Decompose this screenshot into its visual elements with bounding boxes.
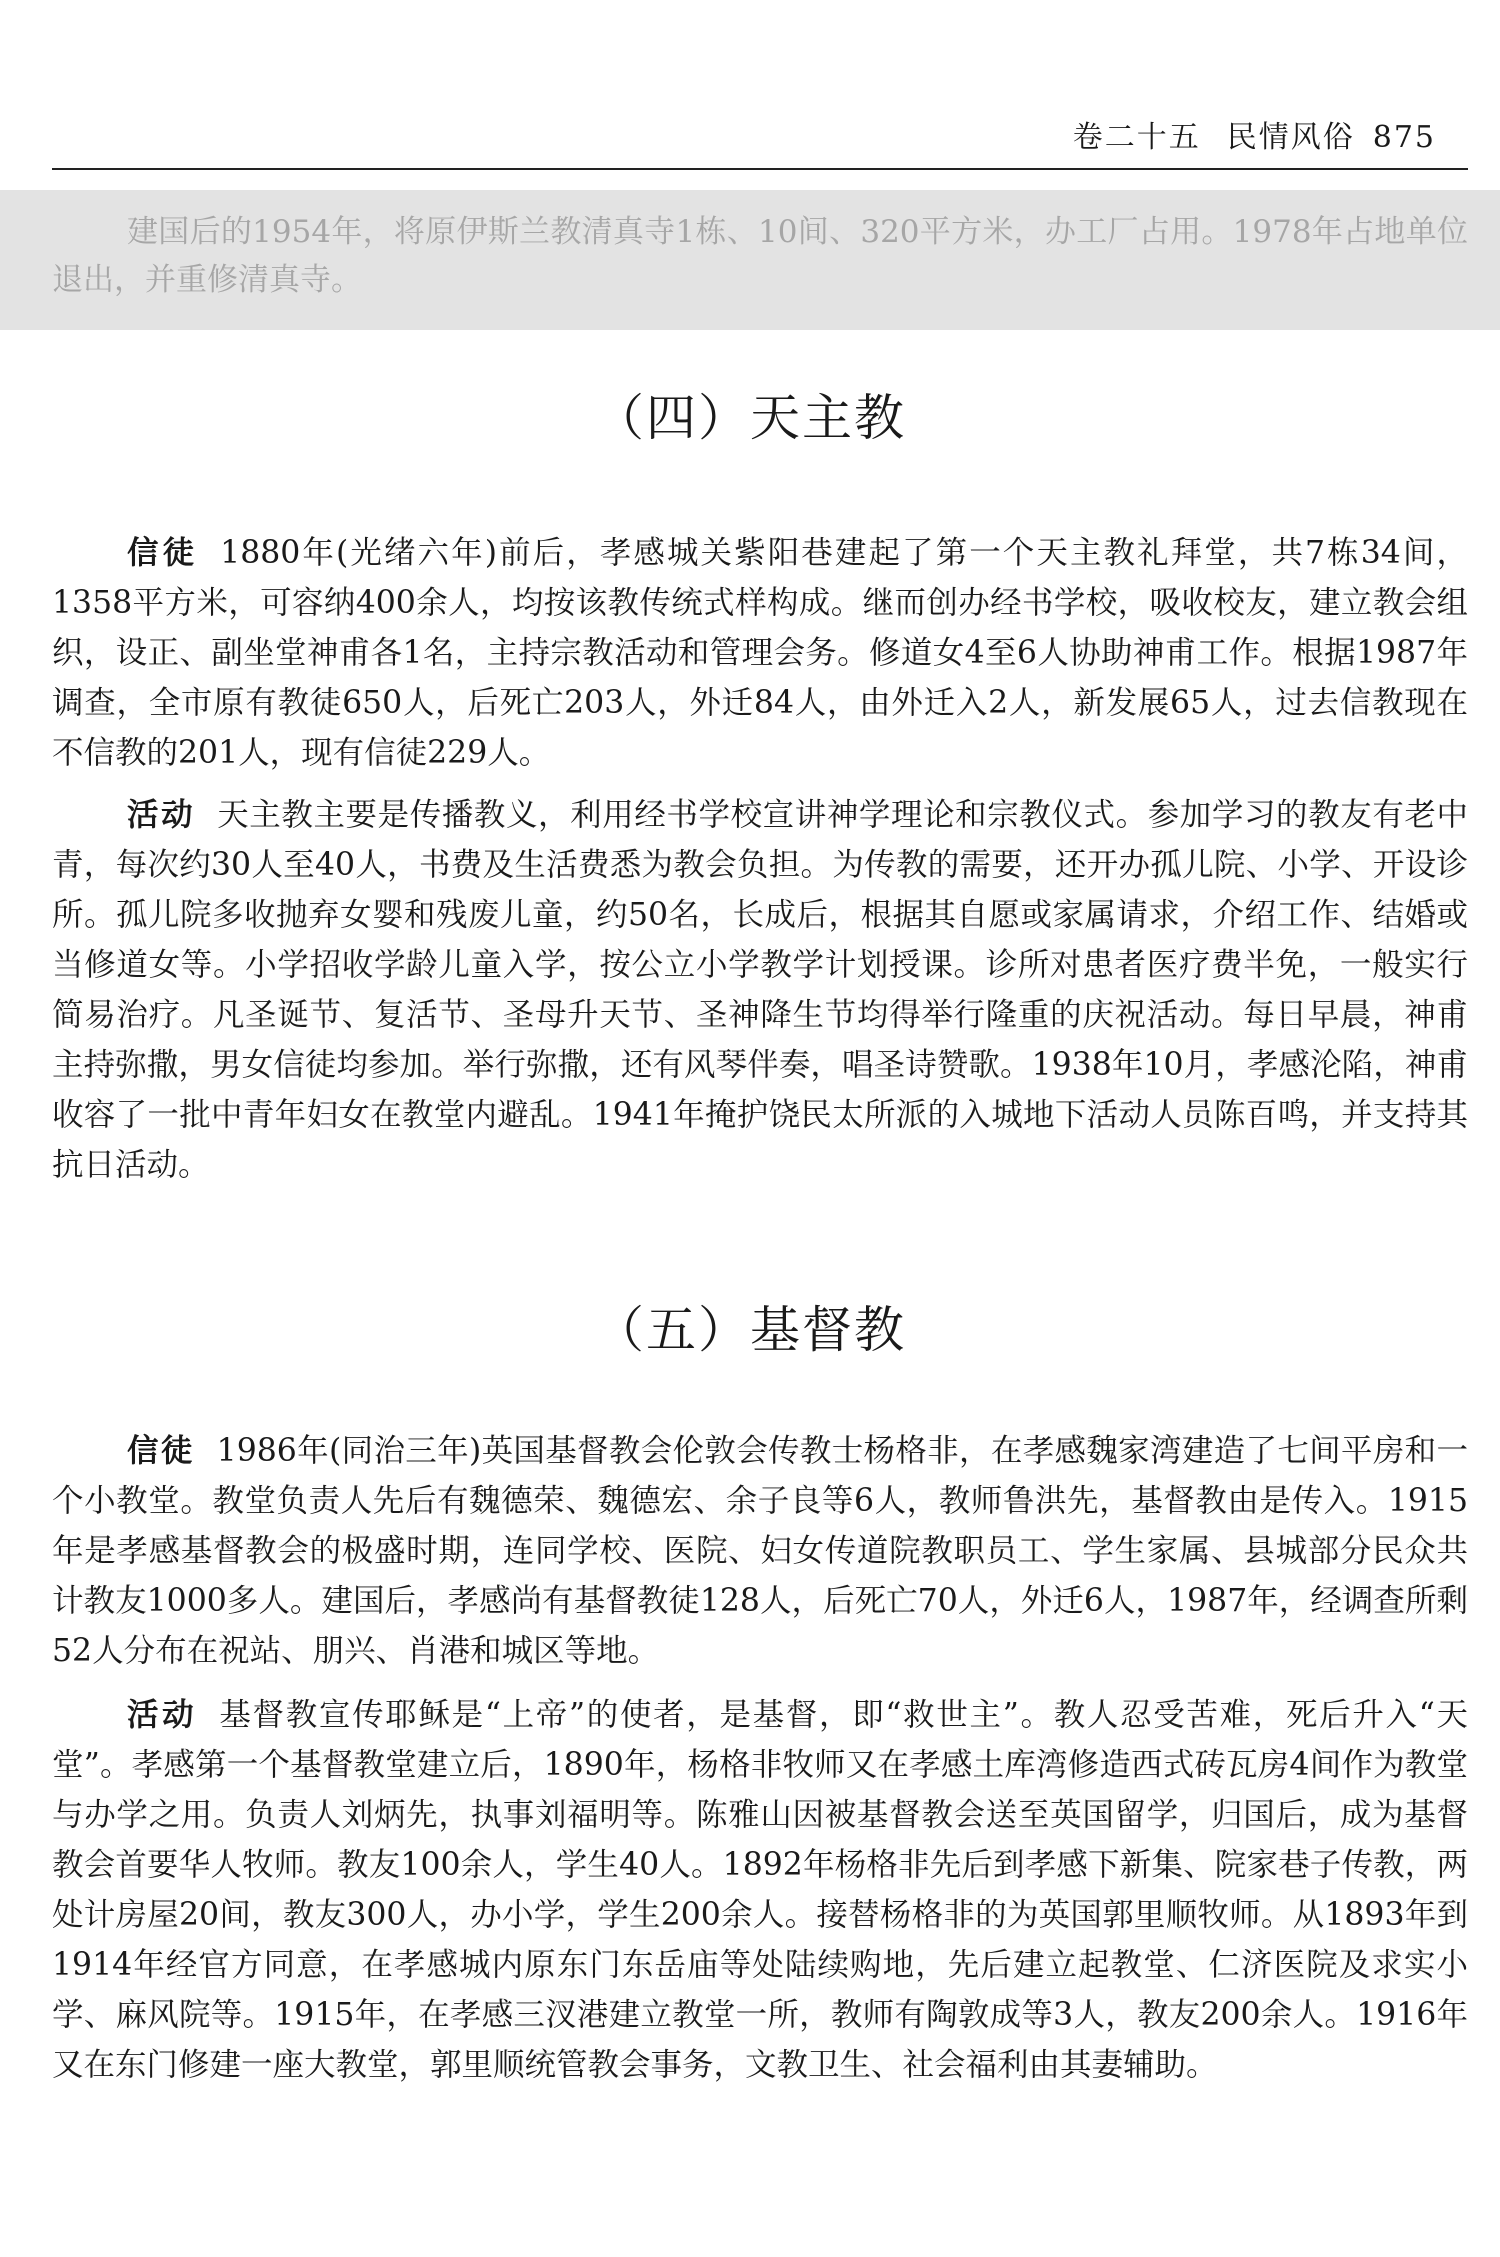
running-header: [0, 0, 1500, 190]
section-title-catholic: （四）天主教: [594, 389, 906, 447]
catholic-activities-lead: 活动: [127, 797, 196, 833]
continued-paragraph-band: [0, 190, 1500, 330]
header-text: [1073, 112, 1436, 156]
header-rule: [52, 168, 1468, 170]
protestant-activities-text: 基督教宣传耶稣是“上帝”的使者，是基督，即“救世主”。教人忍受苦难，死后升入“天堂”。孝感第一个基督教堂建立后，1890年，杨格非牧师又在孝感土库湾修造西式砖瓦房4间作为教堂与办学之用。负责人刘炳先，执事刘福明等。陈雅山因被基督教会送至英国留学，归国后，成为基督教会首要华人牧师。教友100余人，学生40人。1892年杨格非先后到孝感下新集、院家巷子传教，两处计房屋20间，教友300人，办小学，学生200余人。接替杨格非的为英国郭里顺牧师。从1893年到1914年经官方同意，在孝感城内原东门东岳庙等处陆续购地，先后建立起教堂、仁济医院及求实小学、麻风院等。1915年，在孝感三汊港建立教堂一所，教师有陶敦成等3人，教友200余人。1916年又在东门修建一座大教堂，郭里顺统管教会事务，文教卫生、社会福利由其妻辅助。: [52, 1697, 1468, 2083]
protestant-activities-paragraph: [52, 1690, 1468, 2090]
protestant-believers-text: 1986年(同治三年)英国基督教会伦敦会传教士杨格非，在孝感魏家湾建造了七间平房和一个小教堂。教堂负责人先后有魏德荣、魏德宏、余子良等6人，教师鲁洪先，基督教由是传入。1915年是孝感基督教会的极盛时期，连同学校、医院、妇女传道院教职员工、学生家属、县城部分民众共计教友1000多人。建国后，孝感尚有基督教徒128人，后死亡70人，外迁6人，1987年，经调查所剩52人分布在祝站、朋兴、肖港和城区等地。: [52, 1433, 1468, 1669]
section-title-protestant: （五）基督教: [594, 1301, 906, 1359]
protestant-activities-lead: 活动: [127, 1697, 198, 1733]
continued-paragraph: 建国后的1954年，将原伊斯兰教清真寺1栋、10间、320平方米，办工厂占用。1978年占地单位退出，并重修清真寺。: [52, 214, 1468, 298]
protestant-believers-lead: 信徒: [127, 1433, 195, 1469]
catholic-believers-lead: 信徒: [127, 535, 199, 571]
page-number: 875: [1372, 120, 1436, 155]
section-label: 民情风俗: [1226, 120, 1355, 155]
catholic-believers-paragraph: [52, 528, 1468, 778]
catholic-activities-paragraph: [52, 790, 1468, 1190]
protestant-believers-paragraph: [52, 1426, 1468, 1676]
catholic-believers-text: 1880年(光绪六年)前后，孝感城关紫阳巷建起了第一个天主教礼拜堂，共7栋34间，1358平方米，可容纳400余人，均按该教传统式样构成。继而创办经书学校，吸收校友，建立教会组织，设正、副坐堂神甫各1名，主持宗教活动和管理会务。修道女4至6人协助神甫工作。根据1987年调查，全市原有教徒650人，后死亡203人，外迁84人，由外迁入2人，新发展65人，过去信教现在不信教的201人，现有信徒229人。: [52, 535, 1468, 771]
volume-label: 卷二十五: [1072, 120, 1201, 155]
catholic-activities-text: 天主教主要是传播教义，利用经书学校宣讲神学理论和宗教仪式。参加学习的教友有老中青，每次约30人至40人，书费及生活费悉为教会负担。为传教的需要，还开办孤儿院、小学、开设诊所。孤儿院多收抛弃女婴和残废儿童，约50名，长成后，根据其自愿或家属请求，介绍工作、结婚或当修道女等。小学招收学龄儿童入学，按公立小学教学计划授课。诊所对患者医疗费半免，一般实行简易治疗。凡圣诞节、复活节、圣母升天节、圣神降生节均得举行隆重的庆祝活动。每日早晨，神甫主持弥撒，男女信徒均参加。举行弥撒，还有风琴伴奏，唱圣诗赞歌。1938年10月，孝感沦陷，神甫收容了一批中青年妇女在教堂内避乱。1941年掩护饶民太所派的入城地下活动人员陈百鸣，并支持其抗日活动。: [52, 797, 1468, 1183]
